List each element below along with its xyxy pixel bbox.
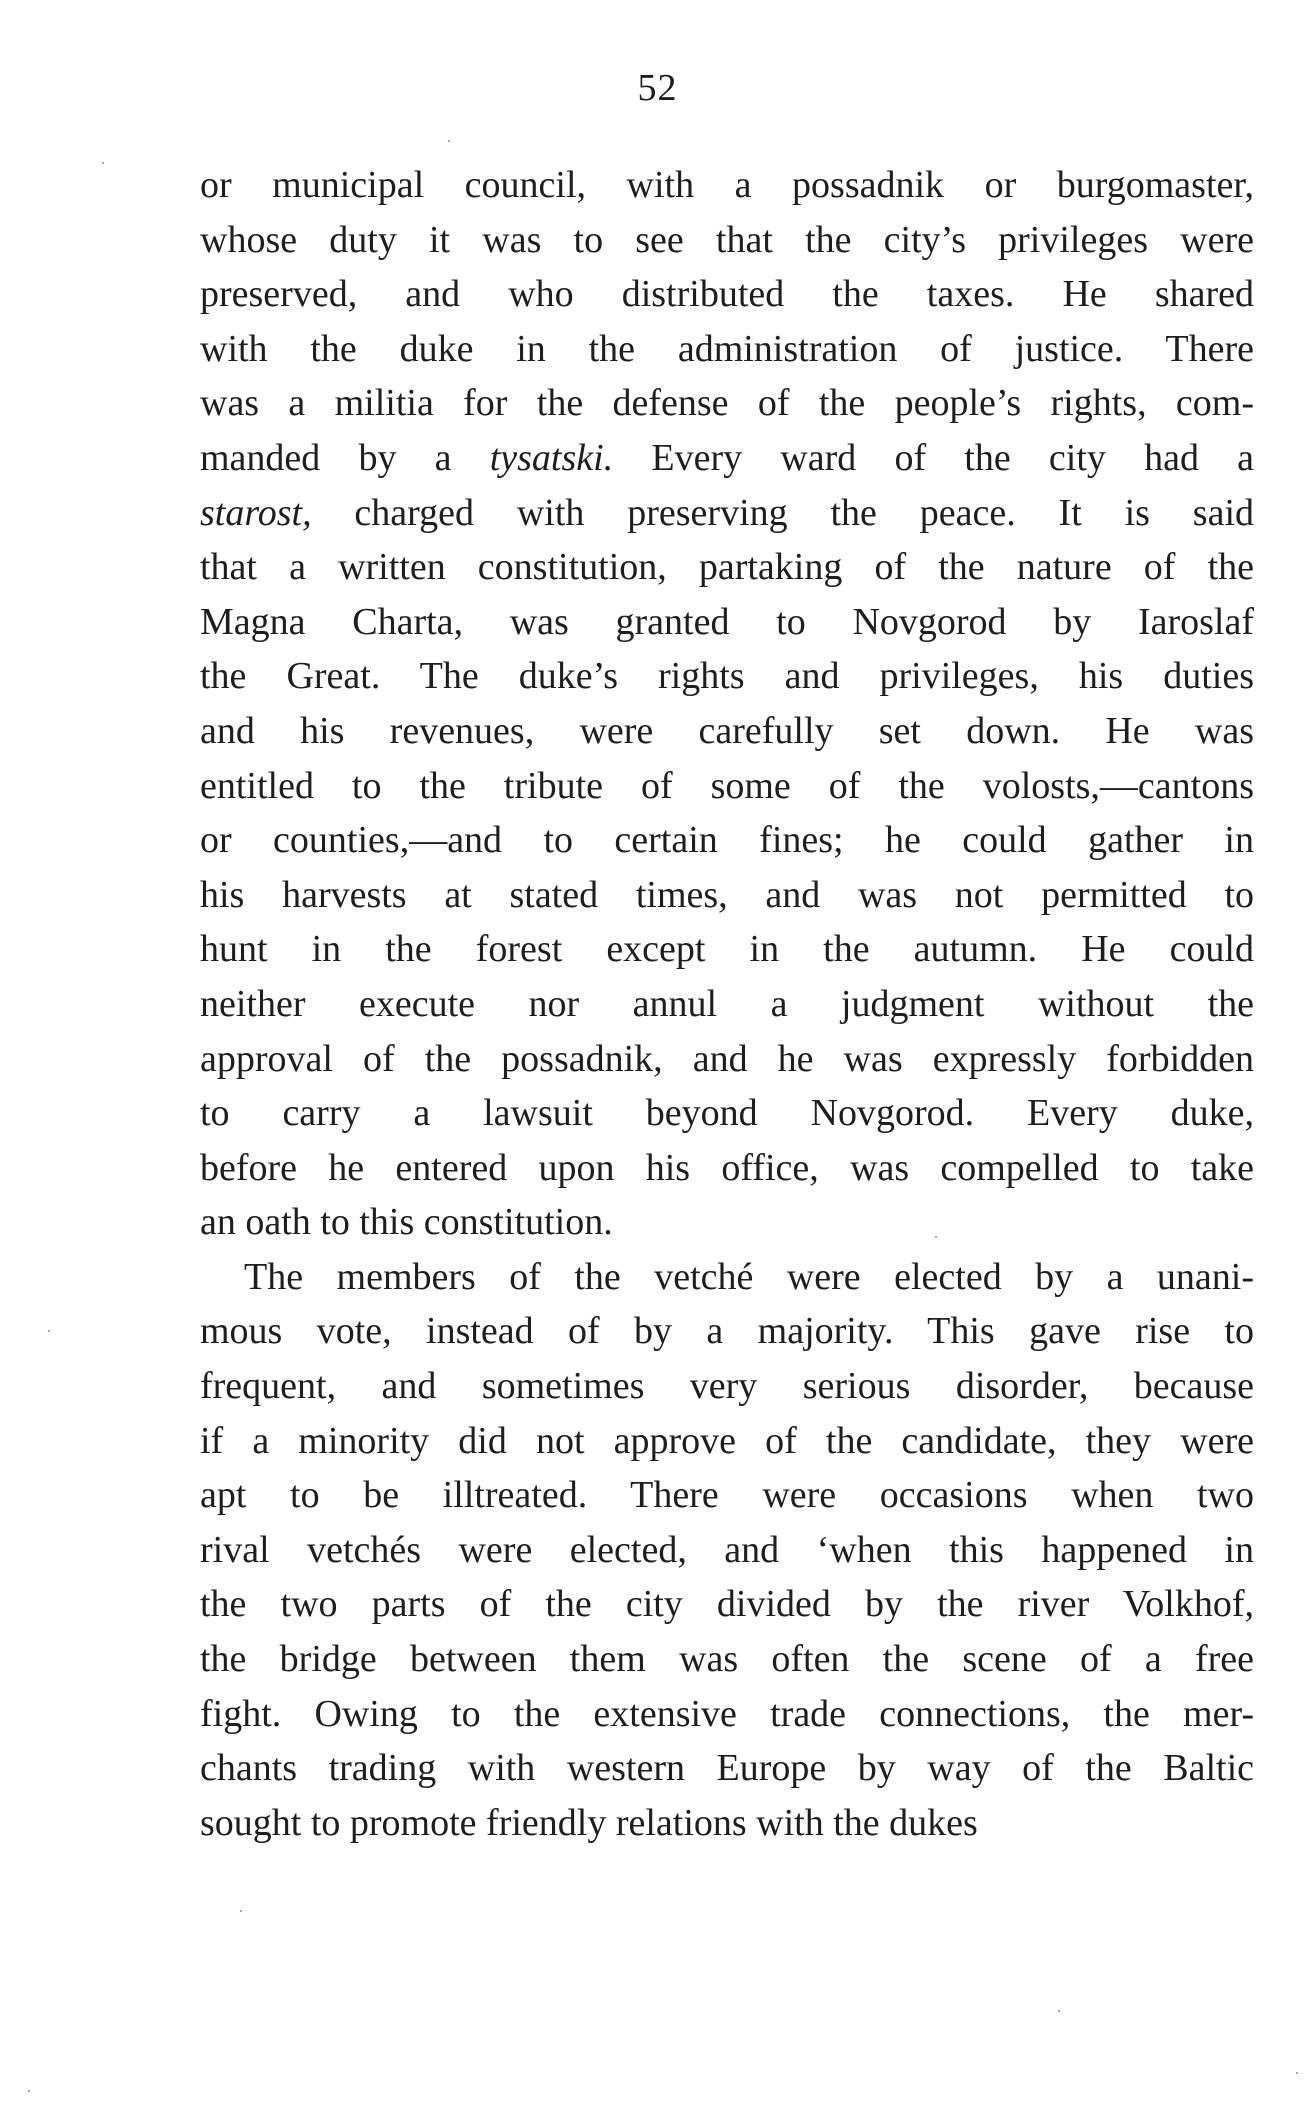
text-line: preserved, and who distributed the taxes. He shared [200,273,1254,316]
text-line: mous vote, instead of by a majority. This gave rise to [200,1310,1254,1353]
text-line: an oath to this constitution. [200,1201,613,1244]
text-line: if a minority did not approve of the candidate, they were [200,1419,1254,1462]
text-line [200,431,1254,486]
text-segment: manded by a [200,436,490,479]
text-line: was a militia for the defense of the people’s rights, com- [200,382,1254,425]
text-line: the Great. The duke’s rights and privileges, his duties [200,655,1254,698]
text-line: and his revenues, were carefully set down. He was [200,709,1254,752]
text-segment: Every ward of the city had a [613,436,1254,479]
text-line: or counties,—and to certain fines; he could gather in [200,819,1254,862]
text-line: fight. Owing to the extensive trade connections, the mer- [200,1692,1254,1735]
text-line: Magna Charta, was granted to Novgorod by Iaroslaf [200,600,1254,643]
paragraph [200,1250,1254,1851]
paper-speck [1296,2072,1298,2074]
text-line: his harvests at stated times, and was not permitted to [200,873,1254,916]
text-line: frequent, and sometimes very serious disorder, because [200,1365,1254,1408]
paper-speck [1058,2010,1060,2012]
text-line: with the duke in the administration of justice. There [200,327,1254,370]
paper-speck [28,2090,30,2092]
paper-speck [48,1330,50,1332]
paper-speck [240,1910,242,1912]
text-line: neither execute nor annul a judgment without the [200,982,1254,1025]
text-line: hunt in the forest except in the autumn. He could [200,928,1254,971]
text-line: the bridge between them was often the scene of a free [200,1638,1254,1681]
page-number: 52 [637,67,678,109]
paper-speck [448,140,450,142]
text-line: the two parts of the city divided by the river Volkhof, [200,1583,1254,1626]
text-line: or municipal council, with a possadnik or burgomaster, [200,164,1254,206]
text-line: The members of the vetché were elected by a unani- [244,1255,1254,1298]
text-line: entitled to the tribute of some of the volosts,—cantons [200,764,1254,807]
text-line: to carry a lawsuit beyond Novgorod. Every duke, [200,1092,1254,1135]
text-segment: charged with preserving the peace. It is said [311,491,1254,534]
text-line: whose duty it was to see that the city’s privileges were [200,218,1254,261]
italic-term: starost, [200,491,312,534]
text-line: that a written constitution, partaking of the nature of the [200,546,1254,589]
text-line [200,486,1254,541]
paper-speck [102,162,104,164]
text-line: before he entered upon his office, was compelled to take [200,1146,1254,1189]
text-line: rival vetchés were elected, and ʻwhen this happened in [200,1528,1254,1571]
text-line: apt to be illtreated. There were occasions when two [200,1474,1254,1517]
paragraph [200,158,1254,1250]
text-line: chants trading with western Europe by way of the Baltic [200,1747,1254,1790]
italic-term: tysatski. [489,436,614,479]
body-text [200,158,1254,1850]
paper-speck [935,1236,937,1238]
text-line: approval of the possadnik, and he was expressly forbidden [200,1037,1254,1080]
text-line: sought to promote friendly relations with the dukes [200,1801,978,1844]
